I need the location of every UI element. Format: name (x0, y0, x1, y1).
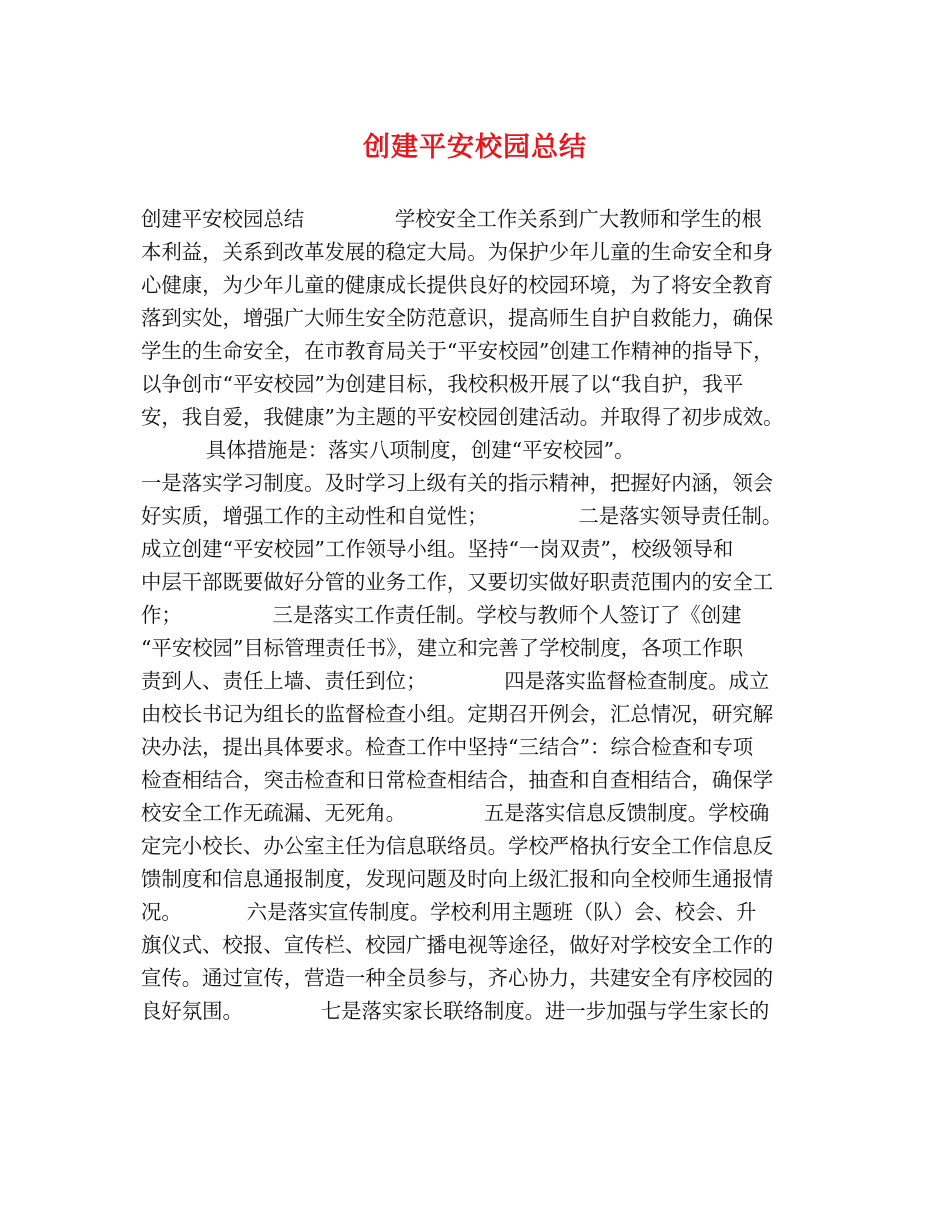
body-line: “平安校园”目标管理责任书》，建立和完善了学校制度，各项工作职 (141, 636, 743, 660)
body-line: 好实质，增强工作的主动性和自觉性； 二是落实领导责任制。 (141, 504, 783, 528)
body-line: 中层干部既要做好分管的业务工作，又要切实做好职责范围内的安全工 (141, 570, 774, 594)
document-title: 创建平安校园总结 (363, 132, 587, 163)
body-line: 检查相结合，突击检查和日常检查相结合，抽查和自查相结合，确保学 (141, 768, 774, 792)
body-line: 决办法，提出具体要求。检查工作中坚持“三结合”：综合检查和专项 (141, 735, 754, 759)
body-line: 一是落实学习制度。及时学习上级有关的指示精神，把握好内涵，领会 (141, 471, 774, 495)
body-line: 安，我自爱，我健康”为主题的平安校园创建活动。并取得了初步成效。 (141, 405, 784, 429)
body-line: 作； 三是落实工作责任制。学校与教师个人签订了《创建 (141, 603, 742, 627)
body-line: 成立创建“平安校园”工作领导小组。坚持“一岗双责”，校级领导和 (141, 537, 734, 561)
body-line: 具体措施是：落实八项制度，创建“平安校园”。 (141, 438, 635, 462)
body-line: 学生的生命安全，在市教育局关于“平安校园”创建工作精神的指导下， (141, 339, 774, 363)
body-line: 况。 六是落实宣传制度。学校利用主题班（队）会、校会、升 (141, 900, 757, 924)
body-line: 心健康，为少年儿童的健康成长提供良好的校园环境，为了将安全教育 (141, 273, 774, 297)
body-line: 校安全工作无疏漏、无死角。 五是落实信息反馈制度。学校确 (141, 801, 770, 825)
body-line: 以争创市“平安校园”为创建目标，我校积极开展了以“我自护，我平 (141, 372, 744, 396)
body-line: 责到人、责任上墙、责任到位； 四是落实监督检查制度。成立 (141, 669, 770, 693)
body-line: 由校长书记为组长的监督检查小组。定期召开例会，汇总情况，研究解 (141, 702, 774, 726)
body-line: 本利益，关系到改革发展的稳定大局。为保护少年儿童的生命安全和身 (141, 240, 774, 264)
body-line: 落到实处，增强广大师生安全防范意识，提高师生自护自救能力，确保 (141, 306, 774, 330)
body-line: 馈制度和信息通报制度，发现问题及时向上级汇报和向全校师生通报情 (141, 867, 774, 891)
body-line: 良好氛围。 七是落实家长联络制度。进一步加强与学生家长的 (141, 999, 770, 1023)
body-line: 宣传。通过宣传，营造一种全员参与，齐心协力，共建安全有序校园的 (141, 966, 774, 990)
body-line: 旗仪式、校报、宣传栏、校园广播电视等途径，做好对学校安全工作的 (141, 933, 774, 957)
body-line: 创建平安校园总结 学校安全工作关系到广大教师和学生的根 (141, 207, 762, 231)
body-line: 定完小校长、办公室主任为信息联络员。学校严格执行安全工作信息反 (141, 834, 774, 858)
